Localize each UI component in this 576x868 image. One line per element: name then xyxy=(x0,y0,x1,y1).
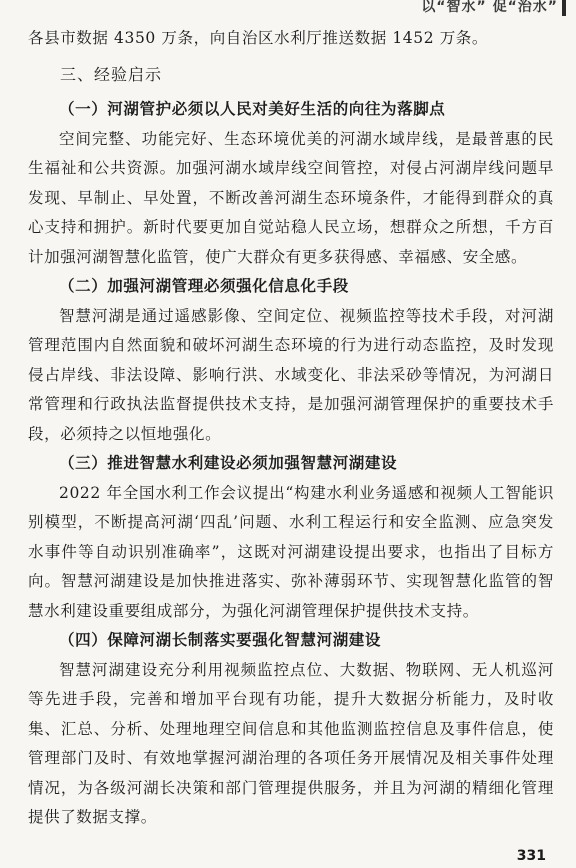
subheading-3: （三）推进智慧水利建设必须加强智慧河湖建设 xyxy=(59,454,398,472)
subheading-2: （二）加强河湖管理必须强化信息化手段 xyxy=(59,277,349,295)
subheading-4: （四）保障河湖长制落实要强化智慧河湖建设 xyxy=(59,631,382,649)
paragraph-4: 智慧河湖建设充分利用视频监控点位、大数据、物联网、无人机巡河等先进手段，完善和增加平台现有功能，提升大数据分析能力，及时收集、汇总、分析、处理地理空间信息和其他监测监控信息及事件信息，使管理部门及时、有效地掌握河湖治理的各项任务开展情况及相关事件处理情况，为各级河湖长决策和部门管理提供服务，并且为河湖的精细化管理提供了数据支撑。 xyxy=(28,660,554,826)
paragraph-3: 2022 年全国水利工作会议提出“构建水利业务遥感和视频人工智能识别模型，不断提高河湖‘四乱’问题、水利工程运行和安全监测、应急突发水事件等自动识别准确率”，这既对河湖建设提出要求，也指出了目标方向。智慧河湖建设是加快推进落实、弥补薄弱环节、实现智慧化监管的智慧水利建设重要组成部分，为强化河湖管理保护提供技术支持。 xyxy=(28,483,554,620)
running-head-text: 以“智水” 促“治水” xyxy=(421,0,558,15)
header-bar xyxy=(562,0,566,16)
running-header xyxy=(386,0,576,18)
paragraph-continuation: 各县市数据 4350 万条，向自治区水利厅推送数据 1452 万条。 xyxy=(28,29,489,47)
page-number: 331 xyxy=(516,848,546,864)
page-body xyxy=(28,24,554,833)
subheading-1: （一）河湖管护必须以人民对美好生活的向往为落脚点 xyxy=(59,100,446,118)
paragraph-1: 空间完整、功能完好、生态环境优美的河湖水域岸线，是最普惠的民生福祉和公共资源。加强河湖水域岸线空间管控，对侵占河湖岸线问题早发现、早制止、早处置，不断改善河湖生态环境条件，才能得到群众的真心支持和拥护。新时代要更加自觉站稳人民立场，想群众之所想，千方百计加强河湖智慧化监管，使广大群众有更多获得感、幸福感、安全感。 xyxy=(28,129,554,266)
paragraph-2: 智慧河湖是通过遥感影像、空间定位、视频监控等技术手段，对河湖管理范围内自然面貌和破坏河湖生态环境的行为进行动态监控，及时发现侵占岸线、非法设障、影响行洪、水域变化、非法采砂等情况，为河湖日常管理和行政执法监督提供技术支持，是加强河湖管理保护的重要技术手段，必须持之以恒地强化。 xyxy=(28,306,554,443)
section-heading-3: 三、经验启示 xyxy=(60,64,163,84)
